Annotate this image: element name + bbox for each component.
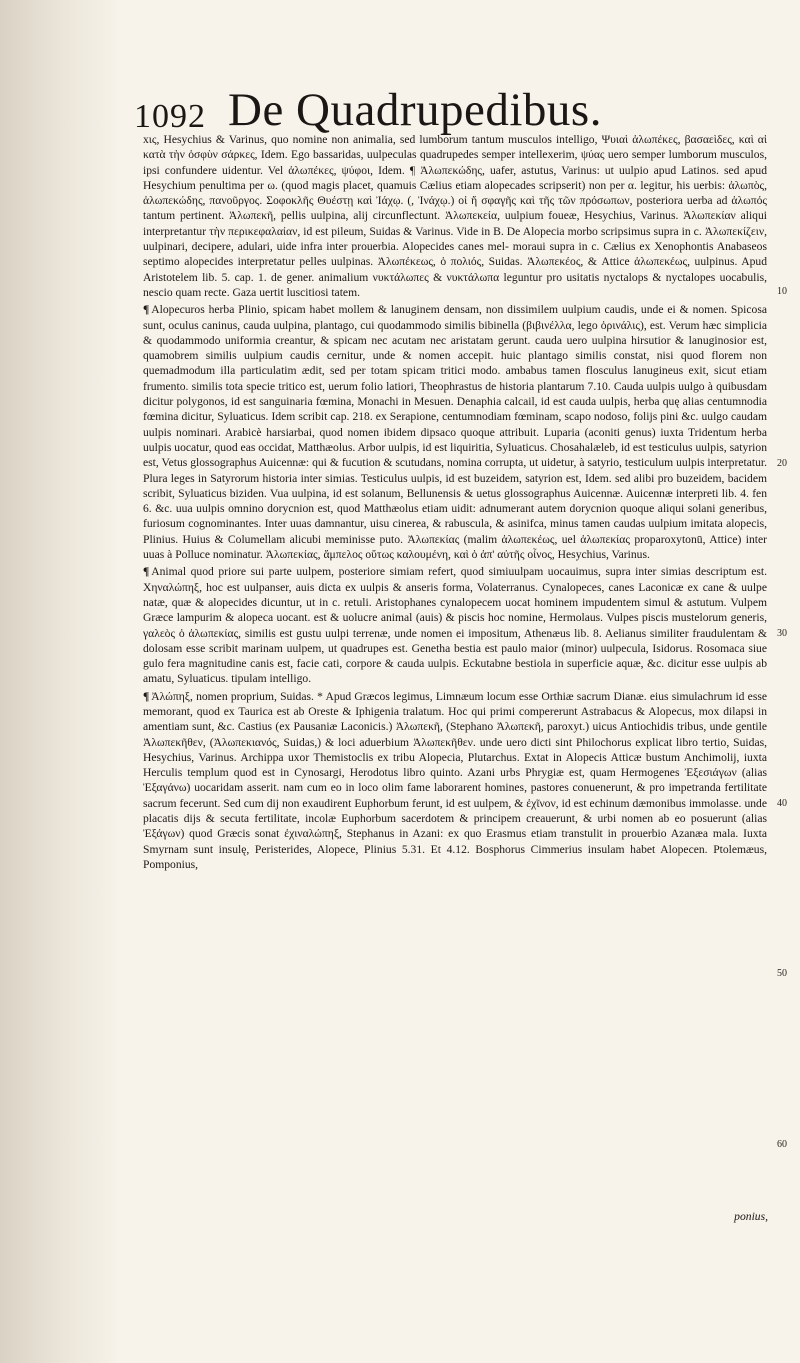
- paragraph-2: [143, 302, 767, 562]
- paragraph-4: [143, 689, 767, 873]
- pilcrow-mark: ¶: [143, 565, 150, 579]
- paragraph-4-text: Ἀλώπηξ, nomen proprium, Suidas. * Apud Græcos legimus, Limnæum locum esse Orthiæ sacrum Dianæ. eius simulachrum id esse memorant, quod ex Taurica est ab Oreste & Iphigenia tralatum. Hoc qui primi compererunt Astrabacus & Alopecus, mox dilapsi in amentiam sunt, &c. Castius (ex Pausaniæ Laconicis.) Ἀλωπεκῆ, (Stephano Ἀλωπεκῆ, paroxyt.) uicus Antiochidis tribus, unde gentile Ἀλωπεκῆθεν, (Ἀλωπεκιανός, Suidas,) & loci aduerbium Ἀλωπεκῆθεν. unde uero dicti sint Philochorus explicat libro tertio, Suidas, Hesychius, Varinus. Archippa uxor Themistoclis ex tribu Alopecia, Plutarchus. Extat in Alopecis Atticæ bustum Anchimolij, iuxta Herculis templum quod est in Cynosargi, Herodotus libro quinto. Azani urbs Phrygiæ est, quam Hermogenes Ἐξεσιάγων (alias Ἐξαγάνω) uocaridam asserit. nam cum eo in loco olim fame laborarent homines, pastores conuenerunt, & pro impetranda fertilitate sacrum fecerunt. Sed cum dij non exaudirent Euphorbum ferunt, id est uulpem, & ἐχῖνον, id est echinum dæmonibus immolasse. unde placatis dijs & secuta fertilitate, incolæ Euphorbum sacerdotem & principem creauerunt, & urbi nomen ab eo posuerunt (alias Ἐξάγων) quod Græcis sonat ἐχιναλώπηξ, Stephanus in Azani: ex quo Erasmus etiam transtulit in prouerbio Azanæa mala. Iuxta Smyrnam sunt insulę, Peristerides, Alopece, Plinius 5.31. Et 4.12. Bosphorus Cimmerius insulam habet Alopecen. Ptolemæus, Pomponius,: [143, 689, 767, 871]
- paragraph-2-text: Alopecuros herba Plinio, spicam habet mollem & lanuginem densam, non dissimilem uulpium caudis, unde ei & nomen. Spicosa sunt, oculus caninus, cauda uulpina, plantago, cui quodammodo similis bibinella (βιβινέλλα, lego ὀρινάλις), est. Verum hæc simplicia & quodammodo uniformia creantur, & spicam nec acutam nec aristatam gerunt. cauda uero uulpina hirsutior & lanuginosior est, quamobrem similis uulpium caudis cernitur, unde & nomen accepit. huic plantago similis constat, nisi quod florem non quemadmodum illa particulatim ædit, sed per totam spicam tritici modo. ambabus tamen flosculus lanugineus exit, sicut etiam frumento. similis tota specie tritico est, uerum folio latiori, Theophrastus de historia plantarum 7.10. Cauda uulpis uulgo à quibusdam dicitur polygonos, id est sanguinaria fœmina, Monachi in Mesuen. Denaphia calcail, id est cauda uulpis, herba quę alias centumnodia fœmina dicitur, Syluaticus. Idem scribit cap. 218. ex Serapione, centumnodiam fœminam, scapo nodoso, folijs pini &c. uulgo caudam uulpis nominari. Arabicè harsiarbai, quod nomen ibidem dipsaco quoque attribuit. Luparia (aconiti genus) iuxta Tridentum herba uulpis uocatur, quod eas occidat, Matthæolus. Arbor uulpis, id est liquiritia, Syluaticus. Chosahalæleb, id est testiculus uulpis, satyrion est, Vetus glossographus Auicennæ: qui & fucution & scutudans, nomina corrupta, ut uidetur, à satyrio, testiculum uulpis interpretatur. Plura leges in Satyrorum historia inter simias. Testiculus uulpis, id est buzeidem, satyrion est, Idem. sed alibi pro buzeidem, bacidem scribit, Syluaticus biziden. Vua uulpina, id est solanum, Bellunensis & uetus glossographus Auicennæ. Auicennæ interpreti lib. 4. fen 6. &c. uua uulpis omnino dorycnion est, quod Matthæolus etiam uidit: adnumerant autem dorycnion quoque aliqui solani generibus, furiosum cognominantes. Inter uuas damnantur, uisu cinerea, & rabuscula, & asinifca, minus tamen caudas uulpium imitata alopecis, Plinius. Huius & Columellam alicubi meminisse puto. Ἀλωπεκίας (malim ἀλωπεκέως, uel ἀλωπεκίας proparoxytonū, Attice) inter uuas à Polluce nominatur. Ἀλωπεκίας, ἄμπελος οὕτως καλουμένη, καὶ ὁ ἀπ' αὐτῆς οἶνος, Hesychius, Varinus.: [143, 303, 767, 562]
- pilcrow-mark: ¶: [143, 689, 150, 703]
- page-number: 1092: [134, 98, 206, 135]
- paragraph-3-text: Animal quod priore sui parte uulpem, posteriore simiam refert, quod simiuulpam uocauimus, supra inter simias descriptum est. Χηναλώπηξ, hoc est uulpanser, auis dicta ex uulpis & anseris forma, Volaterranus. Cynalopeces, canes Laconicæ ex cane & uulpe natæ, quæ & alopecides dicuntur, ut in c. retuli. Aristophanes cynalopecem uocat hominem impudentem simul & astutum. Vulpem Græce lampurim & alopeca uocant. est & uolucre animal (auis) & piscis hoc nomine, Hermolaus. Vulpes piscis mustelorum generis, γαλεὸς ὁ ἀλωπεκίας, similis est gustu uulpi terrenæ, unde nomen ei impositum, Athenæus lib. 8. Aelianus similiter fraudulentam & dolosam esse scribit marinam uulpem, ut quadrupes est. Genetha bestia est paulo maior (minor) uulpecula, Isidorus. Rosomaca siue gulo fera magnitudine canis est, facie cati, corpore & cauda uulpis. Eckutabne bestiola in superficie aquæ, &c. dicitur esse uulpis ab amatu, Syluaticus. tipulam intelligo.: [143, 565, 767, 686]
- margin-line-number: 40: [777, 798, 787, 809]
- margin-line-number: 50: [777, 968, 787, 979]
- gutter-shadow: [0, 0, 120, 1363]
- catchword: ponius,: [734, 1210, 768, 1223]
- margin-line-number: 30: [777, 628, 787, 639]
- margin-line-number: 10: [777, 286, 787, 297]
- margin-line-number: 60: [777, 1139, 787, 1150]
- paragraph-3: [143, 564, 767, 686]
- main-text: [143, 132, 767, 874]
- pilcrow-mark: ¶: [143, 303, 150, 317]
- running-title: De Quadrupedibus.: [228, 84, 602, 136]
- paragraph-1: xις, Hesychius & Varinus, quo nomine non animalia, sed lumborum tantum musculos intelligo, Ψυιαὶ ἀλωπέκες, βασαεὶδες, καὶ αἱ κατὰ τὴν ὀσφὺν σάρκες, Idem. Ego bassaridas, uulpeculas quadrupedes semper intellexerim, ψύας uero semper lumborum musculos, ipsi confundere uidentur. Vel ἀλωπέκες, ψύφοι, Idem. ¶ Ἀλωπεκώδης, uafer, astutus, Varinus: ut uulpio apud Latinos. sed apud Hesychium penultima per ω. (quod magis placet, quamuis Cælius etiam alopecades scripserit) non per α. legitur, his uerbis: ἀλωπὸς, ἀλωπεκώδης, πανοῦργος. Σοφοκλῆς Θυέστῃ καὶ Ἰάχῳ. (, Ἰνάχῳ.) οἱ ἤ σφαγῆς καὶ τῆς τῶν πρόσωπων, posteriora uerba ad ἀλωπός tantum pertinent. Ἀλωπεκῆ, pellis uulpina, alij circunflectunt. Ἀλωπεκεία, uulpium foueæ, Hesychius, Varinus. Ἀλωπεκίαν aliqui interpretantur τὴν περικεφαλαίαν, id est pileum, Suidas & Varinus. Vide in B. De Alopecia morbo scripsimus supra in c. Ἀλωπεκίζειν, uulpinari, decipere, adulari, uide infra inter prouerbia. Alopecides canes mel- moraui supra in c. Cælius ex Xenophontis Anabaseos septimo alopecides interpretatur pelles uulpinas. Ἀλωπέκεως, ὁ πολιός, Suidas. Ἀλωπεκέος, & Attice ἀλωπεκέως, uulpinus. Apud Aristotelem lib. 5. cap. 1. de gener. animalium νυκτάλωπες & νυκτάλωπα leguntur pro usitatis nyctalops & nyctalopes uocabulis, nescio quam recte. Gaza uertit luscitiosi tatem.: [143, 133, 767, 299]
- margin-line-number: 20: [777, 458, 787, 469]
- running-header: [134, 72, 734, 134]
